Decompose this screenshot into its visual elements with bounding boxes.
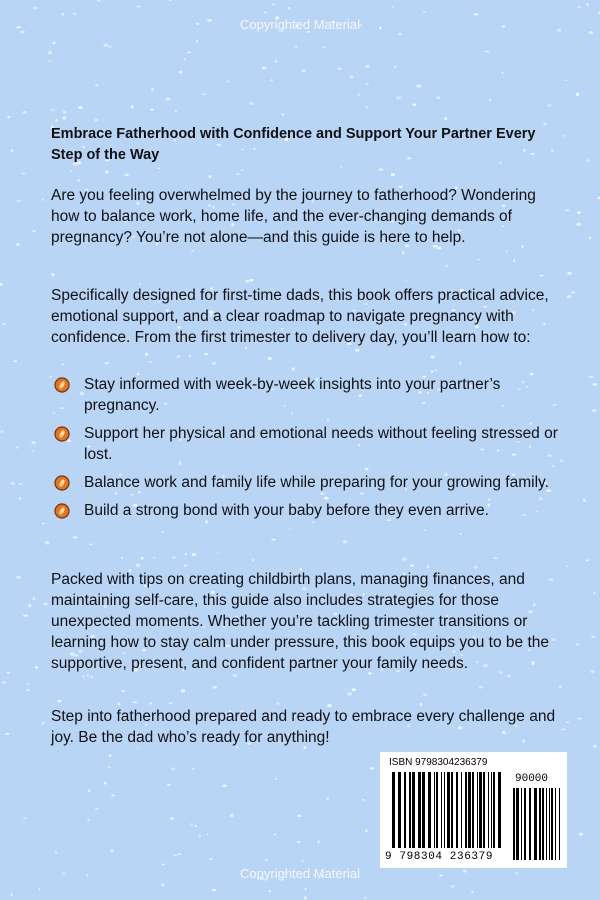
list-item-text: Balance work and family life while preparing for your growing family. (84, 474, 549, 491)
list-item-text: Support her physical and emotional needs without feeling stressed or lost. (84, 425, 558, 463)
list-item (51, 472, 561, 493)
pacifier-icon (54, 426, 70, 442)
isbn-label: ISBN 9798304236379 (389, 757, 488, 768)
isbn-barcode (380, 752, 567, 868)
list-item (51, 423, 561, 465)
list-item-text: Build a strong bond with your baby before they even arrive. (84, 502, 489, 519)
pacifier-icon (54, 377, 70, 393)
list-item (51, 500, 561, 521)
list-item-text: Stay informed with week-by-week insights into your partner’s pregnancy. (84, 376, 501, 414)
pacifier-icon (54, 503, 70, 519)
copyright-watermark-bottom: Copyrighted Material (240, 866, 360, 881)
intro-paragraph: Are you feeling overwhelmed by the journey to fatherhood? Wondering how to balance work, home life, and the ever-changing demands of pregnancy? You’re not alone—and this guide is here to help. (51, 187, 536, 246)
blurb-heading: Embrace Fatherhood with Confidence and Support Your Partner Every Step of the Way (51, 126, 536, 163)
back-cover-text (51, 124, 561, 746)
pacifier-icon (54, 475, 70, 491)
barcode-addon-number: 90000 (515, 773, 549, 785)
barcode-digits: 9 798304 236379 (385, 851, 494, 863)
list-item (51, 374, 561, 416)
copyright-watermark-top: Copyrighted Material (240, 17, 360, 32)
benefits-list (51, 374, 561, 521)
features-paragraph: Packed with tips on creating childbirth plans, managing finances, and maintaining self-care, this guide also includes strategies for those unexpected moments. Whether you’re tackling trimester transitions or learning how to stay calm under pressure, this book equips you to be the supportive, present, and confident partner your family needs. (51, 571, 550, 672)
description-paragraph: Specifically designed for first-time dads, this book offers practical advice, emotional support, and a clear roadmap to navigate pregnancy with confidence. From the first trimester to delivery day, you’ll learn how to: (51, 287, 549, 346)
closing-paragraph: Step into fatherhood prepared and ready to embrace every challenge and joy. Be the dad who’s ready for anything! (51, 708, 556, 746)
